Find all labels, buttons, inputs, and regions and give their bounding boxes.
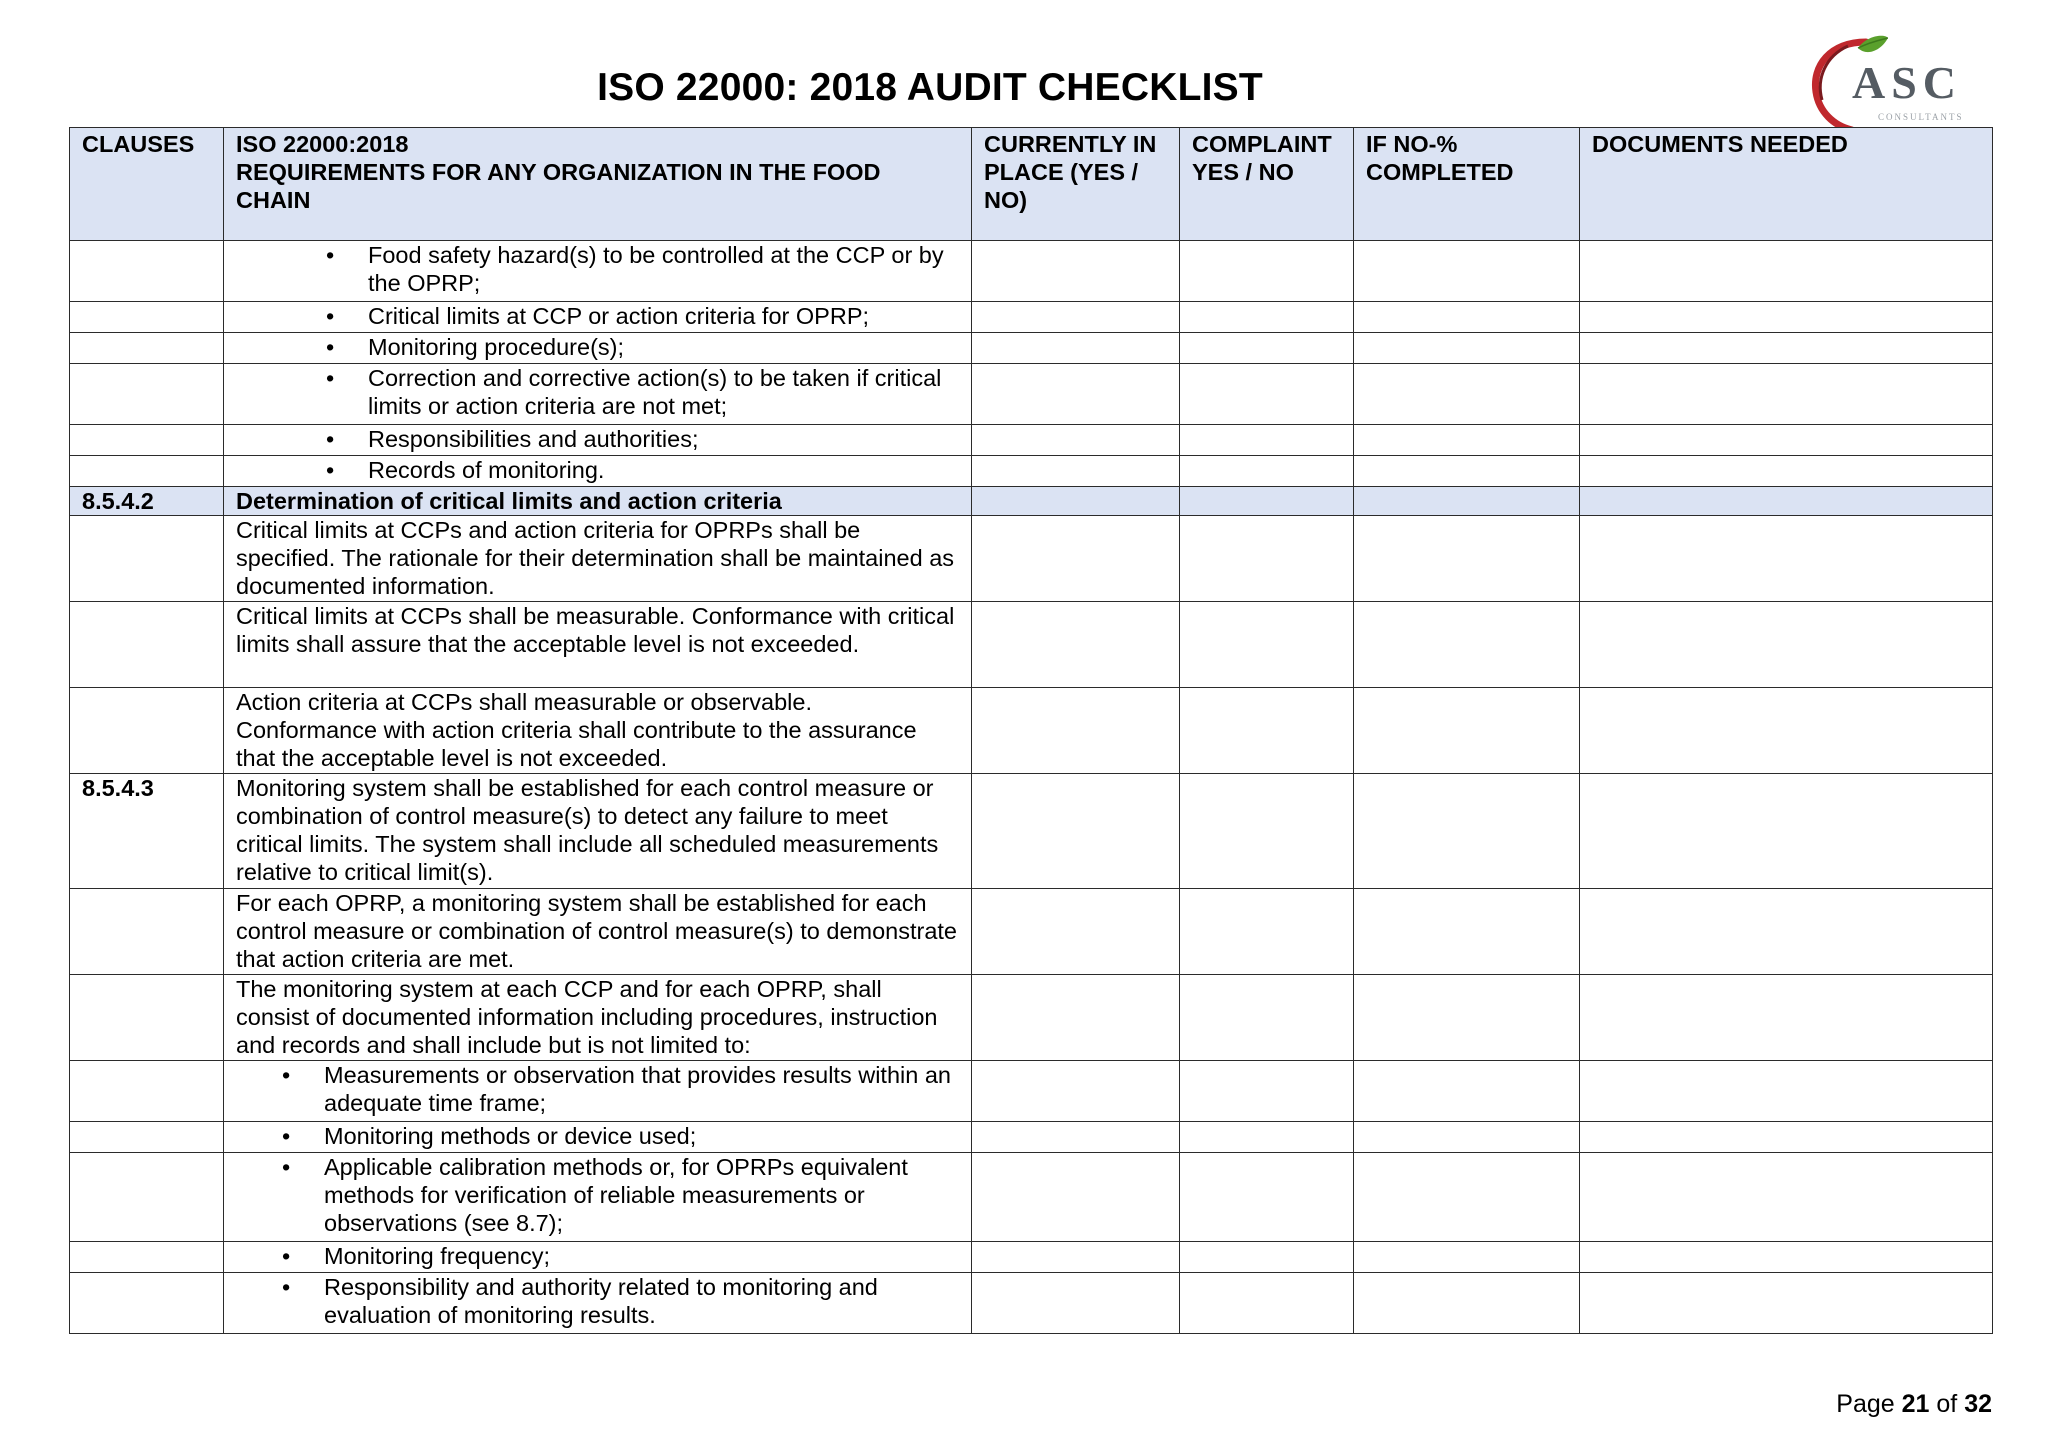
complaint-cell[interactable] <box>1180 302 1354 333</box>
clause-cell: 8.5.4.3 <box>70 774 224 889</box>
bullet-item <box>236 456 959 484</box>
document-title: ISO 22000: 2018 AUDIT CHECKLIST <box>597 66 1263 109</box>
requirement-cell: Critical limits at CCPs shall be measurable. Conformance with critical limits shall assure that the acceptable level is not exceeded. <box>224 602 972 688</box>
documents-needed-cell[interactable] <box>1580 302 1993 333</box>
table-row <box>70 516 1993 602</box>
if-no-completed-cell[interactable] <box>1354 602 1580 688</box>
requirement-text: Responsibility and authority related to monitoring and evaluation of monitoring results. <box>324 1274 878 1328</box>
clause-cell <box>70 1153 224 1242</box>
page-current: 21 <box>1901 1390 1930 1418</box>
table-row <box>70 1273 1993 1334</box>
requirement-text: Correction and corrective action(s) to be taken if critical limits or action criteria are not met; <box>368 365 942 419</box>
bullet-item <box>236 1122 959 1150</box>
table-row <box>70 1242 1993 1273</box>
requirement-text: Measurements or observation that provides results within an adequate time frame; <box>324 1062 951 1116</box>
header-requirements <box>224 128 972 241</box>
complaint-cell[interactable] <box>1180 456 1354 487</box>
bullet-item <box>236 1242 959 1270</box>
requirement-cell: The monitoring system at each CCP and for each OPRP, shall consist of documented information including procedures, instruction and records and shall include but is not limited to: <box>224 975 972 1061</box>
documents-needed-cell[interactable] <box>1580 975 1993 1061</box>
complaint-cell[interactable] <box>1180 516 1354 602</box>
complaint-cell[interactable] <box>1180 1122 1354 1153</box>
documents-needed-cell[interactable] <box>1580 333 1993 364</box>
clause-cell <box>70 602 224 688</box>
complaint-cell[interactable] <box>1180 425 1354 456</box>
header-clauses: CLAUSES <box>70 128 224 241</box>
documents-needed-cell[interactable] <box>1580 602 1993 688</box>
table-row <box>70 889 1993 975</box>
requirement-text: Food safety hazard(s) to be controlled at the CCP or by the OPRP; <box>368 242 944 296</box>
requirement-cell <box>224 1061 972 1122</box>
currently-in-place-cell[interactable] <box>972 774 1180 889</box>
clause-cell <box>70 1242 224 1273</box>
if-no-completed-cell[interactable] <box>1354 889 1580 975</box>
documents-needed-cell[interactable] <box>1580 774 1993 889</box>
header-complaint: COMPLAINT YES / NO <box>1180 128 1354 241</box>
complaint-cell[interactable] <box>1180 487 1354 516</box>
bullet-dot-icon: • <box>326 457 335 483</box>
section-row <box>70 487 1993 516</box>
header-if-no-completed: IF NO-% COMPLETED <box>1354 128 1580 241</box>
bullet-dot-icon: • <box>282 1123 291 1149</box>
documents-needed-cell[interactable] <box>1580 688 1993 774</box>
complaint-cell[interactable] <box>1180 1273 1354 1334</box>
complaint-cell[interactable] <box>1180 889 1354 975</box>
requirement-cell: Monitoring system shall be established for each control measure or combination of control measure(s) to detect any failure to meet critical limits. The system shall include all scheduled measurements relative to critical limit(s). <box>224 774 972 889</box>
table-row <box>70 302 1993 333</box>
if-no-completed-cell[interactable] <box>1354 1273 1580 1334</box>
table-row <box>70 1153 1993 1242</box>
documents-needed-cell[interactable] <box>1580 1273 1993 1334</box>
logo-wordmark: ASC <box>1852 57 1963 108</box>
currently-in-place-cell[interactable] <box>972 241 1180 302</box>
if-no-completed-cell[interactable] <box>1354 241 1580 302</box>
documents-needed-cell[interactable] <box>1580 364 1993 425</box>
complaint-cell[interactable] <box>1180 975 1354 1061</box>
complaint-cell[interactable] <box>1180 1061 1354 1122</box>
table-row <box>70 241 1993 302</box>
company-logo <box>1808 30 1988 134</box>
table-row <box>70 774 1993 889</box>
table-row <box>70 975 1993 1061</box>
requirement-cell: For each OPRP, a monitoring system shall be established for each control measure or combination of control measure(s) to demonstrate that action criteria are met. <box>224 889 972 975</box>
requirement-cell: Action criteria at CCPs shall measurable or observable. Conformance with action criteria shall contribute to the assurance that the acceptable level is not exceeded. <box>224 688 972 774</box>
requirement-cell <box>224 302 972 333</box>
documents-needed-cell[interactable] <box>1580 1061 1993 1122</box>
requirement-text: Responsibilities and authorities; <box>368 426 699 452</box>
requirement-cell: Determination of critical limits and action criteria <box>224 487 972 516</box>
requirement-text: Monitoring methods or device used; <box>324 1123 697 1149</box>
requirement-cell <box>224 1242 972 1273</box>
complaint-cell[interactable] <box>1180 333 1354 364</box>
currently-in-place-cell[interactable] <box>972 889 1180 975</box>
requirement-text: Monitoring frequency; <box>324 1243 550 1269</box>
documents-needed-cell[interactable] <box>1580 241 1993 302</box>
currently-in-place-cell[interactable] <box>972 516 1180 602</box>
clause-cell <box>70 889 224 975</box>
bullet-dot-icon: • <box>282 1243 291 1269</box>
if-no-completed-cell[interactable] <box>1354 1242 1580 1273</box>
requirement-cell: Critical limits at CCPs and action criteria for OPRPs shall be specified. The rationale for their determination shall be maintained as documented information. <box>224 516 972 602</box>
table-row <box>70 364 1993 425</box>
bullet-dot-icon: • <box>282 1062 291 1088</box>
clause-cell <box>70 688 224 774</box>
page-label: Page <box>1836 1390 1895 1418</box>
table-body <box>70 241 1993 1334</box>
clause-cell <box>70 333 224 364</box>
currently-in-place-cell[interactable] <box>972 333 1180 364</box>
bullet-item <box>236 1153 959 1237</box>
table-row <box>70 333 1993 364</box>
currently-in-place-cell[interactable] <box>972 688 1180 774</box>
clause-cell <box>70 1273 224 1334</box>
clause-cell <box>70 364 224 425</box>
if-no-completed-cell[interactable] <box>1354 688 1580 774</box>
currently-in-place-cell[interactable] <box>972 1273 1180 1334</box>
table-row <box>70 1061 1993 1122</box>
documents-needed-cell[interactable] <box>1580 425 1993 456</box>
documents-needed-cell[interactable] <box>1580 889 1993 975</box>
clause-cell <box>70 456 224 487</box>
table-header-row <box>70 128 1993 241</box>
documents-needed-cell[interactable] <box>1580 516 1993 602</box>
documents-needed-cell[interactable] <box>1580 1122 1993 1153</box>
requirement-cell <box>224 1153 972 1242</box>
clause-cell <box>70 302 224 333</box>
table-row <box>70 688 1993 774</box>
requirement-cell <box>224 241 972 302</box>
clause-cell <box>70 1061 224 1122</box>
clause-cell <box>70 425 224 456</box>
requirement-cell <box>224 333 972 364</box>
bullet-dot-icon: • <box>326 334 335 360</box>
bullet-item <box>236 364 959 420</box>
currently-in-place-cell[interactable] <box>972 1153 1180 1242</box>
requirement-cell <box>224 425 972 456</box>
currently-in-place-cell[interactable] <box>972 1061 1180 1122</box>
bullet-item <box>236 333 959 361</box>
if-no-completed-cell[interactable] <box>1354 487 1580 516</box>
currently-in-place-cell[interactable] <box>972 302 1180 333</box>
table-row <box>70 1122 1993 1153</box>
bullet-dot-icon: • <box>326 365 335 391</box>
page-number <box>1836 1390 1992 1419</box>
complaint-cell[interactable] <box>1180 688 1354 774</box>
table-row <box>70 425 1993 456</box>
clause-cell <box>70 975 224 1061</box>
bullet-dot-icon: • <box>326 426 335 452</box>
requirement-cell <box>224 456 972 487</box>
currently-in-place-cell[interactable] <box>972 975 1180 1061</box>
requirement-cell <box>224 1273 972 1334</box>
requirement-text: Records of monitoring. <box>368 457 605 483</box>
requirement-text: Critical limits at CCP or action criteria for OPRP; <box>368 303 870 329</box>
requirement-text: Monitoring procedure(s); <box>368 334 624 360</box>
if-no-completed-cell[interactable] <box>1354 1122 1580 1153</box>
if-no-completed-cell[interactable] <box>1354 364 1580 425</box>
complaint-cell[interactable] <box>1180 1153 1354 1242</box>
bullet-item <box>236 302 959 330</box>
bullet-dot-icon: • <box>282 1274 291 1300</box>
page-of: of <box>1936 1390 1958 1418</box>
currently-in-place-cell[interactable] <box>972 456 1180 487</box>
documents-needed-cell[interactable] <box>1580 456 1993 487</box>
currently-in-place-cell[interactable] <box>972 1122 1180 1153</box>
if-no-completed-cell[interactable] <box>1354 1153 1580 1242</box>
documents-needed-cell[interactable] <box>1580 487 1993 516</box>
complaint-cell[interactable] <box>1180 364 1354 425</box>
clause-cell <box>70 1122 224 1153</box>
if-no-completed-cell[interactable] <box>1354 516 1580 602</box>
currently-in-place-cell[interactable] <box>972 425 1180 456</box>
if-no-completed-cell[interactable] <box>1354 333 1580 364</box>
requirement-text: Applicable calibration methods or, for OPRPs equivalent methods for verification of reliable measurements or observations (see 8.7); <box>324 1154 908 1236</box>
documents-needed-cell[interactable] <box>1580 1153 1993 1242</box>
bullet-item <box>236 1061 959 1117</box>
currently-in-place-cell[interactable] <box>972 487 1180 516</box>
header-requirements-line2: REQUIREMENTS FOR ANY ORGANIZATION IN THE FOOD CHAIN <box>236 159 881 213</box>
complaint-cell[interactable] <box>1180 241 1354 302</box>
complaint-cell[interactable] <box>1180 602 1354 688</box>
table-row <box>70 602 1993 688</box>
bullet-item <box>236 241 959 297</box>
currently-in-place-cell[interactable] <box>972 602 1180 688</box>
if-no-completed-cell[interactable] <box>1354 425 1580 456</box>
complaint-cell[interactable] <box>1180 774 1354 889</box>
header-requirements-line1: ISO 22000:2018 <box>236 131 409 157</box>
header-documents-needed: DOCUMENTS NEEDED <box>1580 128 1993 241</box>
bullet-item <box>236 1273 959 1329</box>
bullet-dot-icon: • <box>326 303 335 329</box>
header-currently-in-place: CURRENTLY IN PLACE (YES / NO) <box>972 128 1180 241</box>
bullet-dot-icon: • <box>282 1154 291 1180</box>
if-no-completed-cell[interactable] <box>1354 1061 1580 1122</box>
clause-cell <box>70 241 224 302</box>
clause-cell: 8.5.4.2 <box>70 487 224 516</box>
requirement-cell <box>224 364 972 425</box>
audit-checklist-table <box>69 127 1993 1334</box>
currently-in-place-cell[interactable] <box>972 364 1180 425</box>
if-no-completed-cell[interactable] <box>1354 774 1580 889</box>
currently-in-place-cell[interactable] <box>972 1242 1180 1273</box>
bullet-item <box>236 425 959 453</box>
requirement-cell <box>224 1122 972 1153</box>
bullet-dot-icon: • <box>326 242 335 268</box>
clause-cell <box>70 516 224 602</box>
logo-subtitle: CONSULTANTS <box>1878 112 1964 122</box>
if-no-completed-cell[interactable] <box>1354 302 1580 333</box>
table-row <box>70 456 1993 487</box>
page-total: 32 <box>1964 1390 1992 1418</box>
if-no-completed-cell[interactable] <box>1354 456 1580 487</box>
complaint-cell[interactable] <box>1180 1242 1354 1273</box>
documents-needed-cell[interactable] <box>1580 1242 1993 1273</box>
if-no-completed-cell[interactable] <box>1354 975 1580 1061</box>
